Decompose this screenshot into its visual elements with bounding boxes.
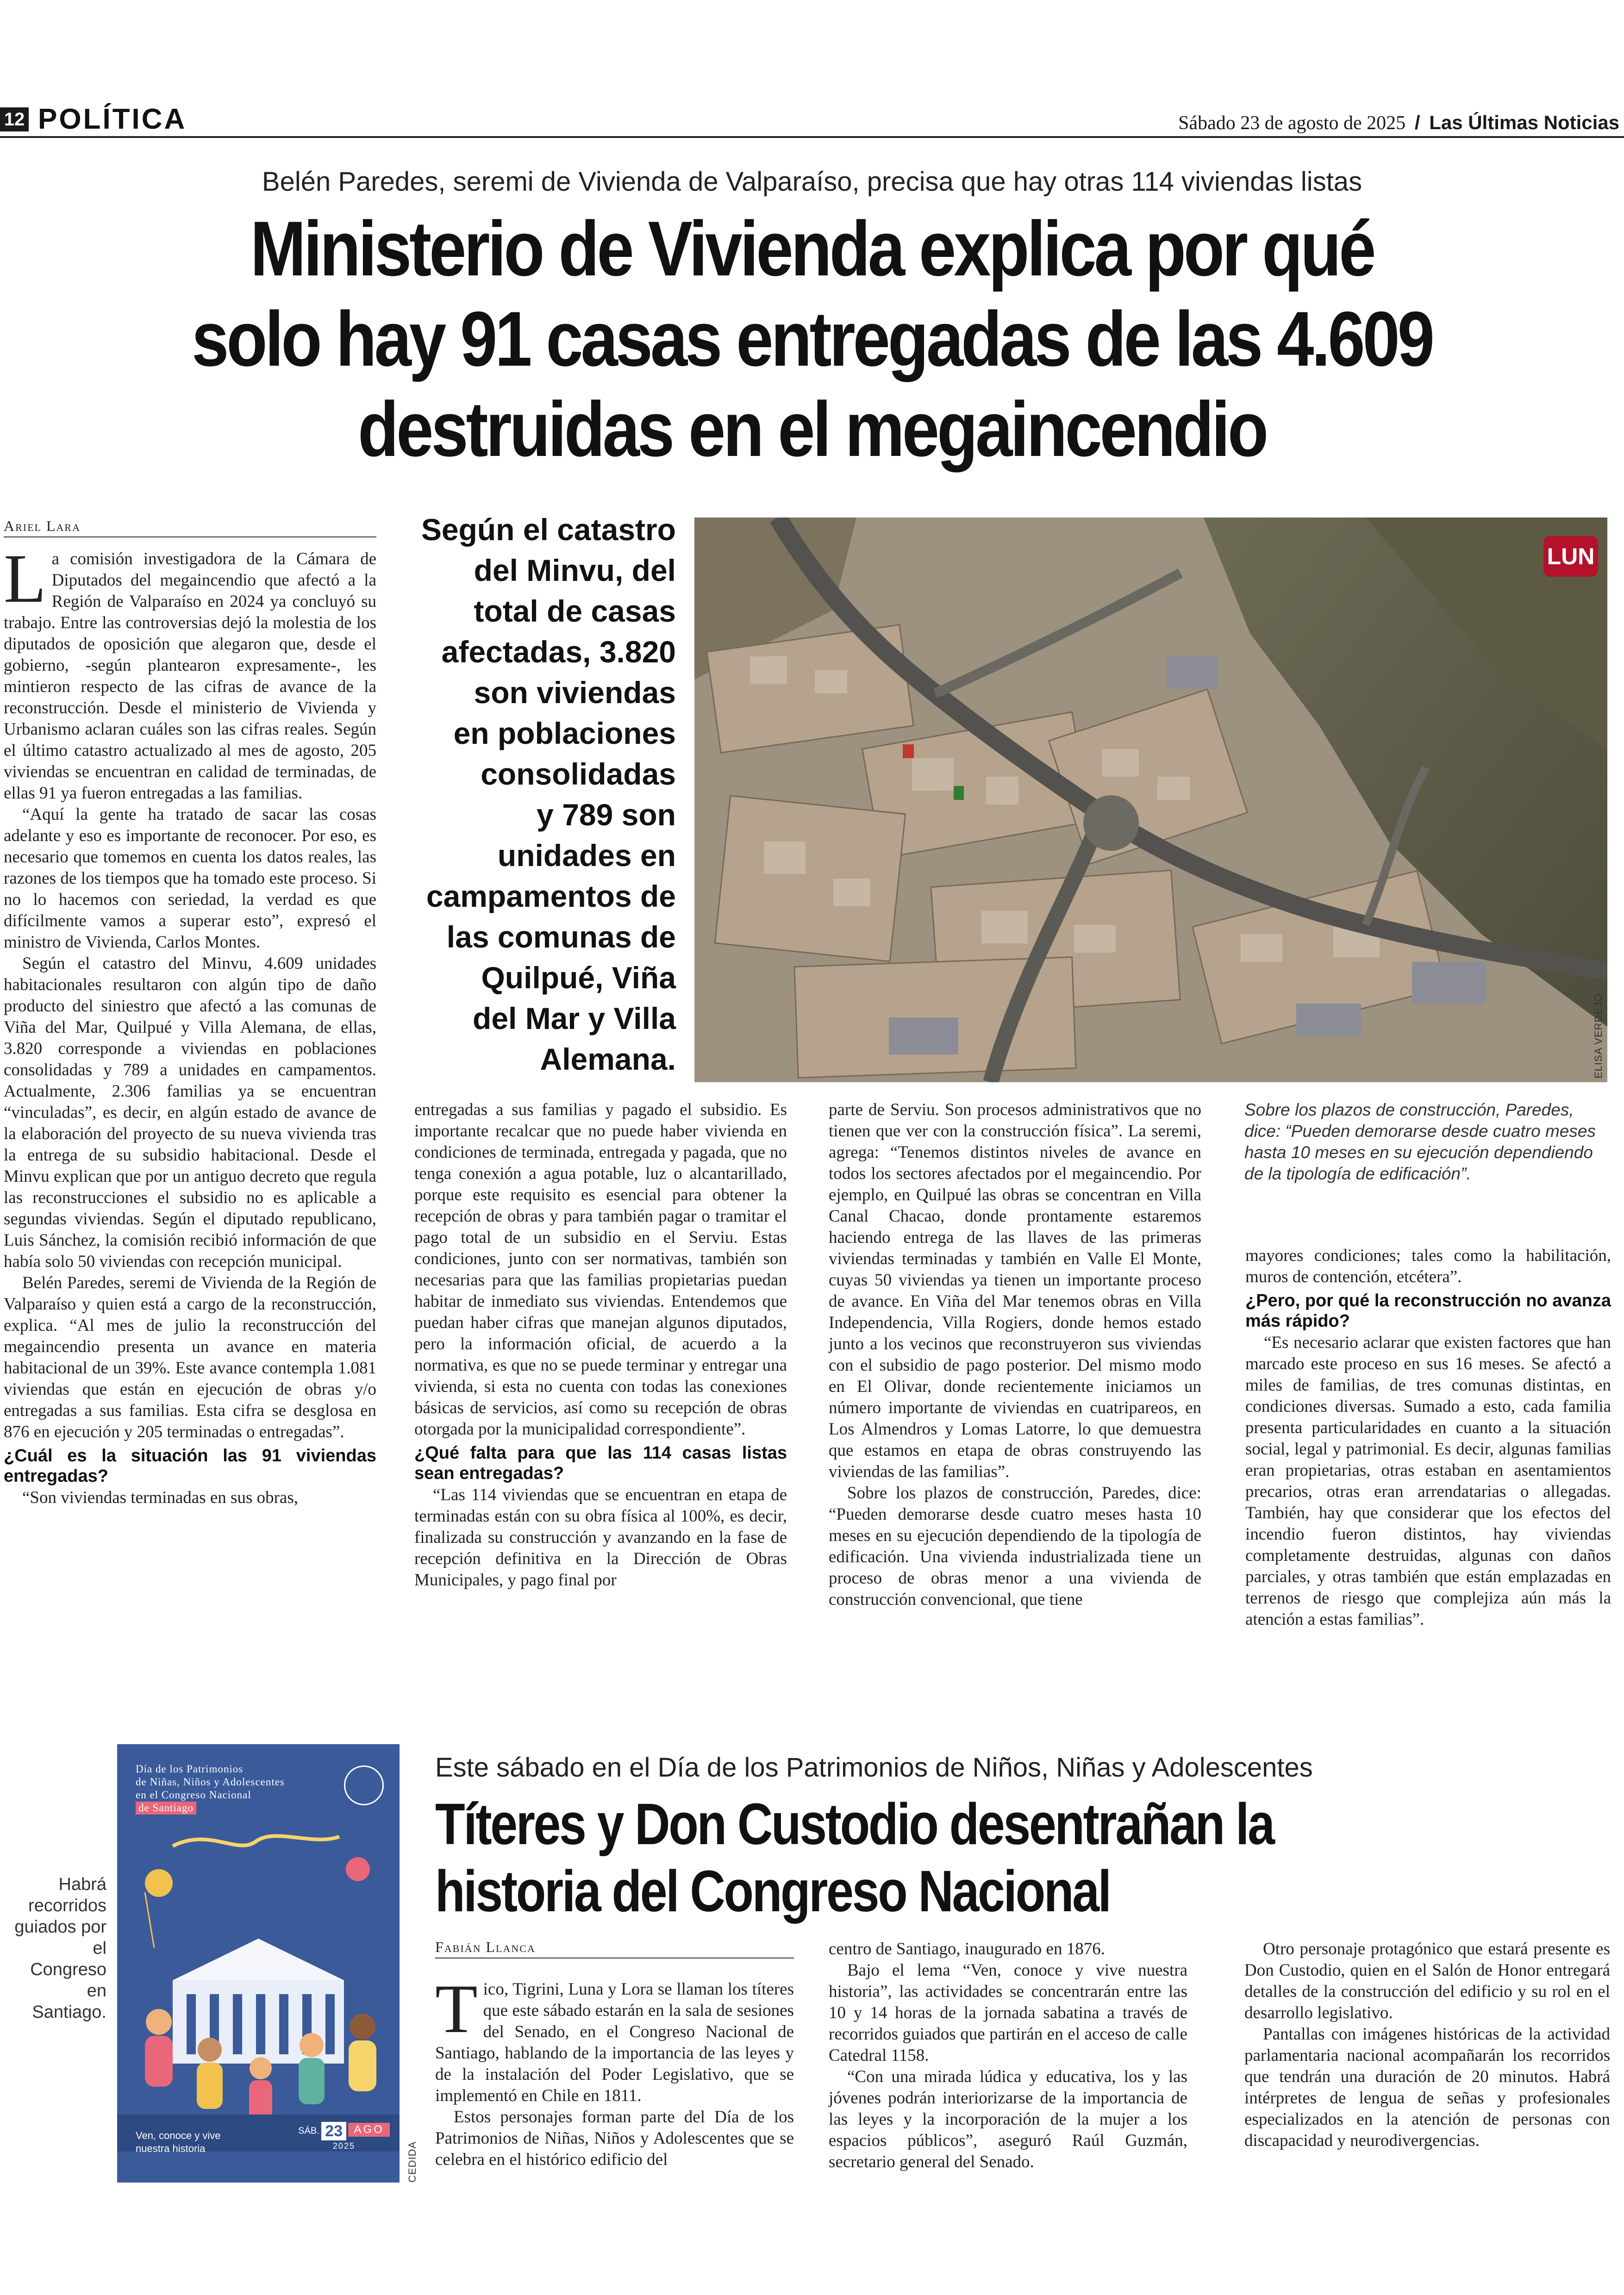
paragraph: Belén Paredes, seremi de Vivienda de la Región de Valparaíso y quien está a cargo de la reconstrucción, explica. “Al mes de julio la reconstrucción del megaincendio presenta un avance en materia habitacional de un 39%. Este avance contempla 1.081 viviendas que están en ejecución de obras y/o entregadas a sus familias. Esta cifra se desglosa en 876 en ejecución y 205 terminadas o entregadas”. [4,1273,376,1441]
article1-col2 [414,1099,787,1591]
article1-col1 [4,518,376,1509]
poster-side-caption: Habrá recorridos guiados por el Congreso en Santiago. [14,1875,106,2022]
pullquote-line: afectadas, 3.820 [441,635,676,669]
paragraph: “Aquí la gente ha tratado de sacar las cosas adelante y eso es importante de reconocer. Por eso, es necesario que tomemos en cuenta los datos reales, las razones de los tiempos que ha tomado este proceso. Si no lo hacemos con seriedad, la verdad es que difícilmente vamos a superar esto”, expresó el ministro de Vivienda, Carlos Montes. [4,805,376,952]
article2-col1 [435,1939,794,2170]
poster-slogan-line: nuestra historia [136,2143,206,2154]
article2-kicker: Este sábado en el Día de los Patrimonios de Niños, Niñas y Adolescentes [435,1752,1313,1783]
poster-title-line: Día de los Patrimonios [136,1763,244,1775]
pullquote-line: del Minvu, del [474,553,676,587]
header-rule [0,136,1624,138]
paragraph: Pantallas con imágenes históricas de la actividad parlamentaria nacional acompañarán los recorridos que tendrán una duración de 20 minutos. Habrá intérpretes de lengua de señas y profesionales especializados en la atención de personas con discapacidad y neurodivergencias. [1244,2025,1610,2150]
article1-kicker: Belén Paredes, seremi de Vivienda de Valparaíso, precisa que hay otras 114 viviendas listas [262,167,1362,197]
paragraph: ico, Tigrini, Luna y Lora se llaman los títeres que este sábado estarán en la sala de sesiones del Senado, en el Congreso Nacional de Santiago, hablando de la importancia de las leyes y de la instalación del Poder Legislativo, que se implementó en Chile en 1811. [435,1980,794,2105]
paragraph: mayores condiciones; tales como la habilitación, muros de contención, etcétera”. [1245,1246,1611,1286]
poster-month: AGO [348,2123,389,2137]
pullquote-line: Según el catastro [421,512,676,547]
pullquote-line: campamentos de [426,879,676,913]
event-poster [117,1744,400,2183]
dropcap: L [4,540,46,617]
dateline-separator: / [1414,112,1420,133]
article1-col3 [829,1099,1201,1610]
poster-title [136,1763,339,1815]
pullquote-line: y 789 son [537,798,676,832]
lun-badge: LUN [1543,536,1598,577]
poster-slogan [136,2129,220,2155]
headline-line: historia del Congreso Nacional [435,1858,1110,1924]
publication-name: Las Últimas Noticias [1429,112,1619,133]
headline-line: destruidas en el megaincendio [358,386,1266,473]
pullquote-line: del Mar y Villa [473,1001,676,1035]
subheading: ¿Cuál es la situación las 91 viviendas entregadas? [4,1446,376,1486]
issue-date: Sábado 23 de agosto de 2025 [1178,112,1406,134]
article1-headline [114,204,1511,474]
poster-day-label: SÁB. [298,2126,319,2136]
article1-byline: Ariel Lara [4,518,376,537]
article1-pullquote [394,509,676,1079]
photo-credit: ELISA VERDEJO [1593,993,1604,1079]
article2-byline: Fabián Llanca [435,1939,794,1958]
pullquote-line: son viviendas [474,675,676,710]
poster-title-line: en el Congreso Nacional [136,1789,251,1801]
subheading: ¿Qué falta para que las 114 casas listas sean entregadas? [414,1443,787,1483]
page-header [0,102,1624,139]
dropcap: T [435,1971,478,2047]
poster-date [298,2120,390,2152]
senate-seal-icon [344,1765,384,1805]
pullquote-line: Alemana. [540,1042,676,1076]
page-number: 12 [0,107,29,131]
poster-illustration [117,1827,400,2152]
article2-headline [435,1790,1407,1925]
paragraph: centro de Santiago, inaugurado en 1876. [829,1940,1105,1958]
header-dateline [1178,111,1619,135]
pullquote-line: consolidadas [481,757,676,791]
paragraph: a comisión investigadora de la Cámara de Diputados del megaincendio que afectó a la Región de Valparaíso en 2024 ya concluyó su trabajo. Entre las controversias dejó la molestia de los diputados de oposición que alegaron que, desde el gobierno, -según plantearon expresamente-, les mintieron respecto de las cifras de avance de la reconstrucción. Desde el ministerio de Vivienda y Urbanismo aclaran cuáles son las cifras reales. Según el último catastro actualizado al mes de agosto, 205 viviendas se encuentran en calidad de terminadas, de ellas 91 ya fueron entregadas a las familias. [4,549,376,803]
poster-slogan-line: Ven, conoce y vive [136,2130,221,2141]
article2-col2 [829,1939,1187,2173]
headline-line: solo hay 91 casas entregadas de las 4.609 [192,295,1432,382]
article2-col3 [1244,1939,1610,2152]
poster-title-line: de Niñas, Niños y Adolescentes [136,1776,285,1788]
poster-credit: CEDIDA [406,2141,418,2183]
subheading: ¿Pero, por qué la reconstrucción no avanza más rápido? [1245,1291,1611,1331]
paragraph: Según el catastro del Minvu, 4.609 unidades habitacionales resultaron con algún tipo de daño producto del siniestro que afectó a las comunas de Viña del Mar, Quilpué y Villa Alemana, de ellas, 3.820 corresponde a viviendas en poblaciones consolidadas y 789 a unidades en campamentos. Actualmente, 2.306 familias ya se encuentran “vinculadas”, es decir, en algún estado de avance de la elaboración del proyecto de su nueva vivienda tras la entrega de su subsidio habitacional. Desde el Minvu explican que por un antiguo decreto que regula las reconstrucciones el subsidio no es aplicable a segundas viviendas. Según el diputado republicano, Luis Sánchez, la comisión recibió información de que había solo 50 viviendas con recepción municipal. [4,954,376,1271]
paragraph: Bajo el lema “Ven, conoce y vive nuestra historia”, las actividades se concentrarán entre las 10 y 14 horas de la jornada sabatina a través de recorridos guiados que partirán en el acceso de calle Catedral 1158. [829,1961,1187,2065]
article2-col1-body [435,1971,794,2170]
section-label: POLÍTICA [38,103,187,135]
headline-line: Títeres y Don Custodio desentrañan la [435,1791,1274,1857]
pullquote-line: en poblaciones [453,716,676,750]
pullquote-line: total de casas [474,594,676,628]
pullquote-line: las comunas de [446,920,676,954]
paragraph: “Son viviendas terminadas en sus obras, [22,1488,298,1507]
poster-year: 2025 [332,2141,356,2151]
poster-day-number: 23 [321,2122,346,2140]
paragraph: “Las 114 viviendas que se encuentran en etapa de terminadas están con su obra física al 100%, es decir, finalizada su construcción y avanzando en la fase de recepción definitiva en la Dirección de Obras Municipales, y pago final por [414,1485,787,1590]
pullquote-line: Quilpué, Viña [481,960,676,995]
article1-col4 [1245,1245,1611,1630]
paragraph: “Con una mirada lúdica y educativa, los y las jóvenes podrán interiorizarse de la importancia de las leyes y la incorporación de la mujer a los espacios públicos”, aseguró Raúl Guzmán, secretario general del Senado. [829,2067,1187,2171]
paragraph: entregadas a sus familias y pagado el subsidio. Es importante recalcar que no puede haber vivienda en condiciones de terminada, entregada y pagada, que no tenga conexión a agua potable, luz o alcantarillado, porque este requisito es esencial para obtener la recepción de obras y para también pagar o tramitar el pago total de un subsidio en el Serviu. Estas condiciones, junto con ser normativas, también son necesarias para que las familias propietarias puedan habitar de inmediato sus viviendas. Entendemos que puedan haber cifras que manejan algunos diputados, pero la información oficial, de acuerdo a la normativa, es que no se puede terminar y entregar una vivienda, si esta no cuenta con todas las conexiones básicas de servicios, así como su recepción de obras otorgada por la municipalidad correspondiente”. [414,1100,787,1439]
aerial-photo [694,518,1607,1082]
paragraph: Estos personajes forman parte del Día de los Patrimonios de Niñas, Niños y Adolescentes que se celebra en el histórico edificio del [435,2108,794,2169]
headline-line: Ministerio de Vivienda explica por qué [250,205,1374,292]
paragraph: parte de Serviu. Son procesos administrativos que no tienen que ver con la construcción física”. La seremi, agrega: “Tenemos distintos niveles de avance en todos los sectores afectados por el megaincendio. Por ejemplo, en Quilpué las obras se concentran en Villa Canal Chacao, donde prontamente estaremos haciendo entrega de las llaves de las primeras viviendas terminadas y también en Valle El Monte, cuyas 50 viviendas ya tienen un importante proceso de avance. En Viña del Mar tenemos obras en Villa Independencia, Villa Rogiers, donde hemos estado junto a los vecinos que reconstruyeron sus viviendas con el subsidio de pago posterior. Del mismo modo en El Olivar, donde recientemente iniciamos un número importante de viviendas en cuatripareos, en Los Almendros y Lomas Latorre, lo que demuestra que estamos en etapa de obras construyendo las viviendas de las familias”. [829,1100,1201,1481]
article1-col1-body [4,540,376,1509]
paragraph: Otro personaje protagónico que estará presente es Don Custodio, quien en el Salón de Honor entregará detalles de la construcción del edificio y su rol en el desarrollo legislativo. [1244,1940,1610,2022]
paragraph: Sobre los plazos de construcción, Paredes, dice: “Pueden demorarse desde cuatro meses hasta 10 meses en su ejecución dependiendo de la tipología de edificación. Una vivienda industrializada tiene un proceso de obras menor a una vivienda de construcción convencional, que tiene [829,1484,1201,1609]
aerial-photo-illustration [694,518,1607,1082]
paragraph: “Es necesario aclarar que existen factores que han marcado este proceso en sus 16 meses. Se afectó a miles de familias, de tres comunas distintas, en condiciones diversas. Sumado a esto, cada familia presenta particularidades en cuanto a la situación social, legal y patrimonial. Es decir, algunas familias eran propietarias, otras estaban en asentamientos precarios, otras eran arrendatarias o allegadas. También, hay que considerar que los efectos del incendio fueron distintos, hay viviendas completamente destruidas, algunas con daños parciales, y otras también que están emplazadas en terrenos de riesgo que complejiza aún más la atención a estas familias”. [1245,1333,1611,1629]
photo-caption: Sobre los plazos de construcción, Paredes, dice: “Pueden demorarse desde cuatro meses hasta 10 meses en su ejecución dependiendo de la tipología de edificación”. [1244,1100,1596,1183]
pullquote-line: unidades en [497,838,676,873]
poster-title-line: de Santiago [136,1802,196,1815]
